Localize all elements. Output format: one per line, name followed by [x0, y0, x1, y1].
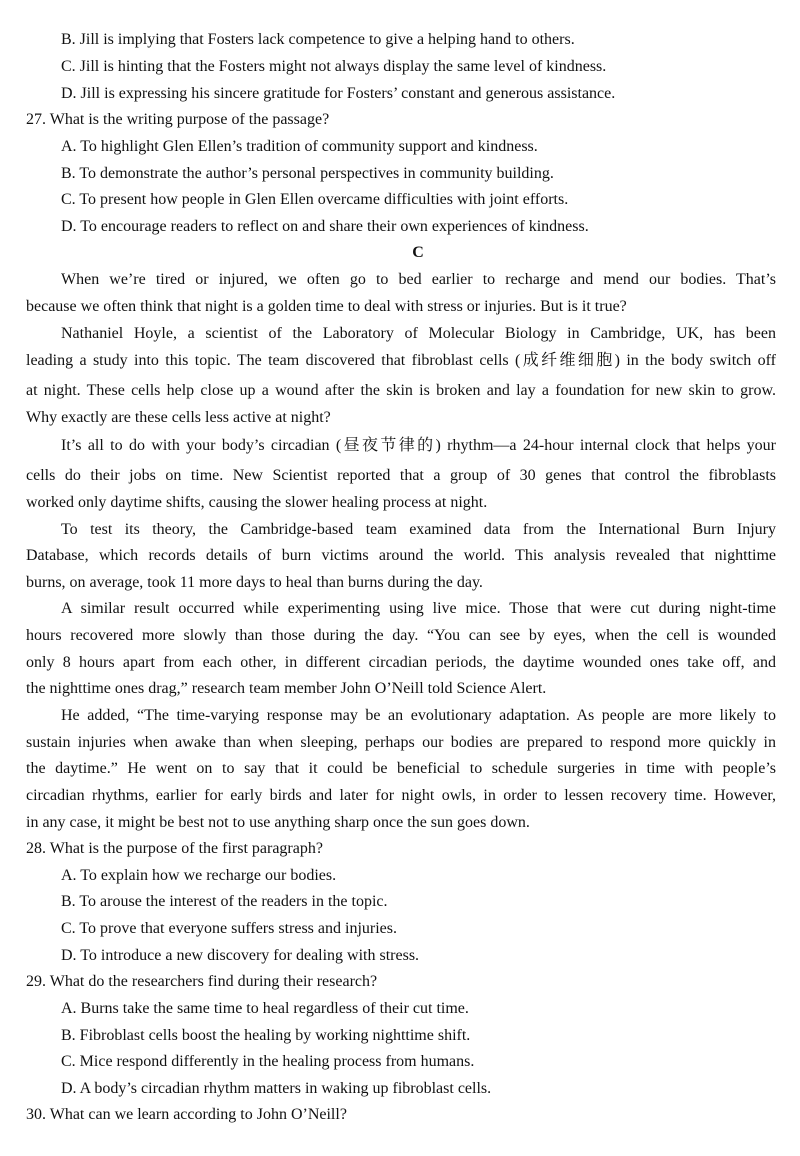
q27-option-c: C. To present how people in Glen Ellen overcame difficulties with joint efforts. [61, 191, 569, 208]
passage-line: in any case, it might be best not to use anything sharp once the sun goes down. [26, 814, 530, 831]
q27-option-b: B. To demonstrate the author’s personal perspectives in community building. [61, 165, 554, 182]
q29-question: 29. What do the researchers find during their research? [26, 973, 378, 990]
q29-option-c: C. Mice respond differently in the healing process from humans. [61, 1053, 475, 1070]
passage-line: leading a study into this topic. The team discovered that fibroblast cells (成纤维细胞) in the body switch off [26, 352, 776, 369]
passage-line: the nighttime ones drag,” research team member John O’Neill told Science Alert. [26, 680, 547, 697]
q30-question: 30. What can we learn according to John O’Neill? [26, 1106, 347, 1123]
passage-line: cells do their jobs on time. New Scientist reported that a group of 30 genes that control the fibroblasts [26, 467, 776, 484]
passage-line: Why exactly are these cells less active at night? [26, 409, 331, 426]
passage-line: only 8 hours apart from each other, in different circadian periods, the daytime wounded ones take off, and [26, 654, 776, 671]
q28-option-b: B. To arouse the interest of the readers in the topic. [61, 893, 388, 910]
q26-option-c: C. Jill is hinting that the Fosters might not always display the same level of kindness. [61, 58, 607, 75]
q26-option-d: D. Jill is expressing his sincere gratitude for Fosters’ constant and generous assistance. [61, 85, 616, 102]
q29-option-d: D. A body’s circadian rhythm matters in waking up fibroblast cells. [61, 1080, 492, 1097]
q29-option-a: A. Burns take the same time to heal regardless of their cut time. [61, 1000, 469, 1017]
passage-line: at night. These cells help close up a wound after the skin is broken and lay a foundation for new skin to grow. [26, 382, 776, 399]
passage-line: To test its theory, the Cambridge-based team examined data from the International Burn Injury [61, 521, 776, 538]
q26-option-b: B. Jill is implying that Fosters lack competence to give a helping hand to others. [61, 31, 575, 48]
section-heading: C [412, 244, 424, 261]
q28-option-d: D. To introduce a new discovery for dealing with stress. [61, 947, 420, 964]
passage-line: because we often think that night is a golden time to deal with stress or injuries. But is it true? [26, 298, 627, 315]
q27-option-a: A. To highlight Glen Ellen’s tradition of community support and kindness. [61, 138, 538, 155]
passage-line: sustain injuries when awake than when sleeping, perhaps our bodies are prepared to respond more quickly in [26, 734, 776, 751]
q27-option-d: D. To encourage readers to reflect on and share their own experiences of kindness. [61, 218, 589, 235]
passage-line: Database, which records details of burn victims around the world. This analysis revealed that nighttime [26, 547, 776, 564]
q27-question: 27. What is the writing purpose of the passage? [26, 111, 330, 128]
passage-line: When we’re tired or injured, we often go to bed earlier to recharge and mend our bodies. That’s [61, 271, 776, 288]
passage-line: the daytime.” He went on to say that it could be beneficial to schedule surgeries in time with people’s [26, 760, 776, 777]
passage-line: A similar result occurred while experimenting using live mice. Those that were cut during night-time [61, 600, 776, 617]
passage-line: He added, “The time-varying response may be an evolutionary adaptation. As people are more likely to [61, 707, 776, 724]
q28-question: 28. What is the purpose of the first paragraph? [26, 840, 323, 857]
passage-line: hours recovered more slowly than those during the day. “You can see by eyes, when the cell is wounded [26, 627, 776, 644]
passage-line: Nathaniel Hoyle, a scientist of the Laboratory of Molecular Biology in Cambridge, UK, has been [61, 325, 776, 342]
passage-line: It’s all to do with your body’s circadian (昼夜节律的) rhythm—a 24-hour internal clock that helps your [61, 437, 776, 454]
passage-line: burns, on average, took 11 more days to heal than burns during the day. [26, 574, 483, 591]
passage-line: worked only daytime shifts, causing the slower healing process at night. [26, 494, 488, 511]
passage-line: circadian rhythms, earlier for early birds and later for night owls, in order to lessen recovery time. However, [26, 787, 776, 804]
q28-option-c: C. To prove that everyone suffers stress and injuries. [61, 920, 397, 937]
q29-option-b: B. Fibroblast cells boost the healing by working nighttime shift. [61, 1027, 471, 1044]
q28-option-a: A. To explain how we recharge our bodies. [61, 867, 337, 884]
